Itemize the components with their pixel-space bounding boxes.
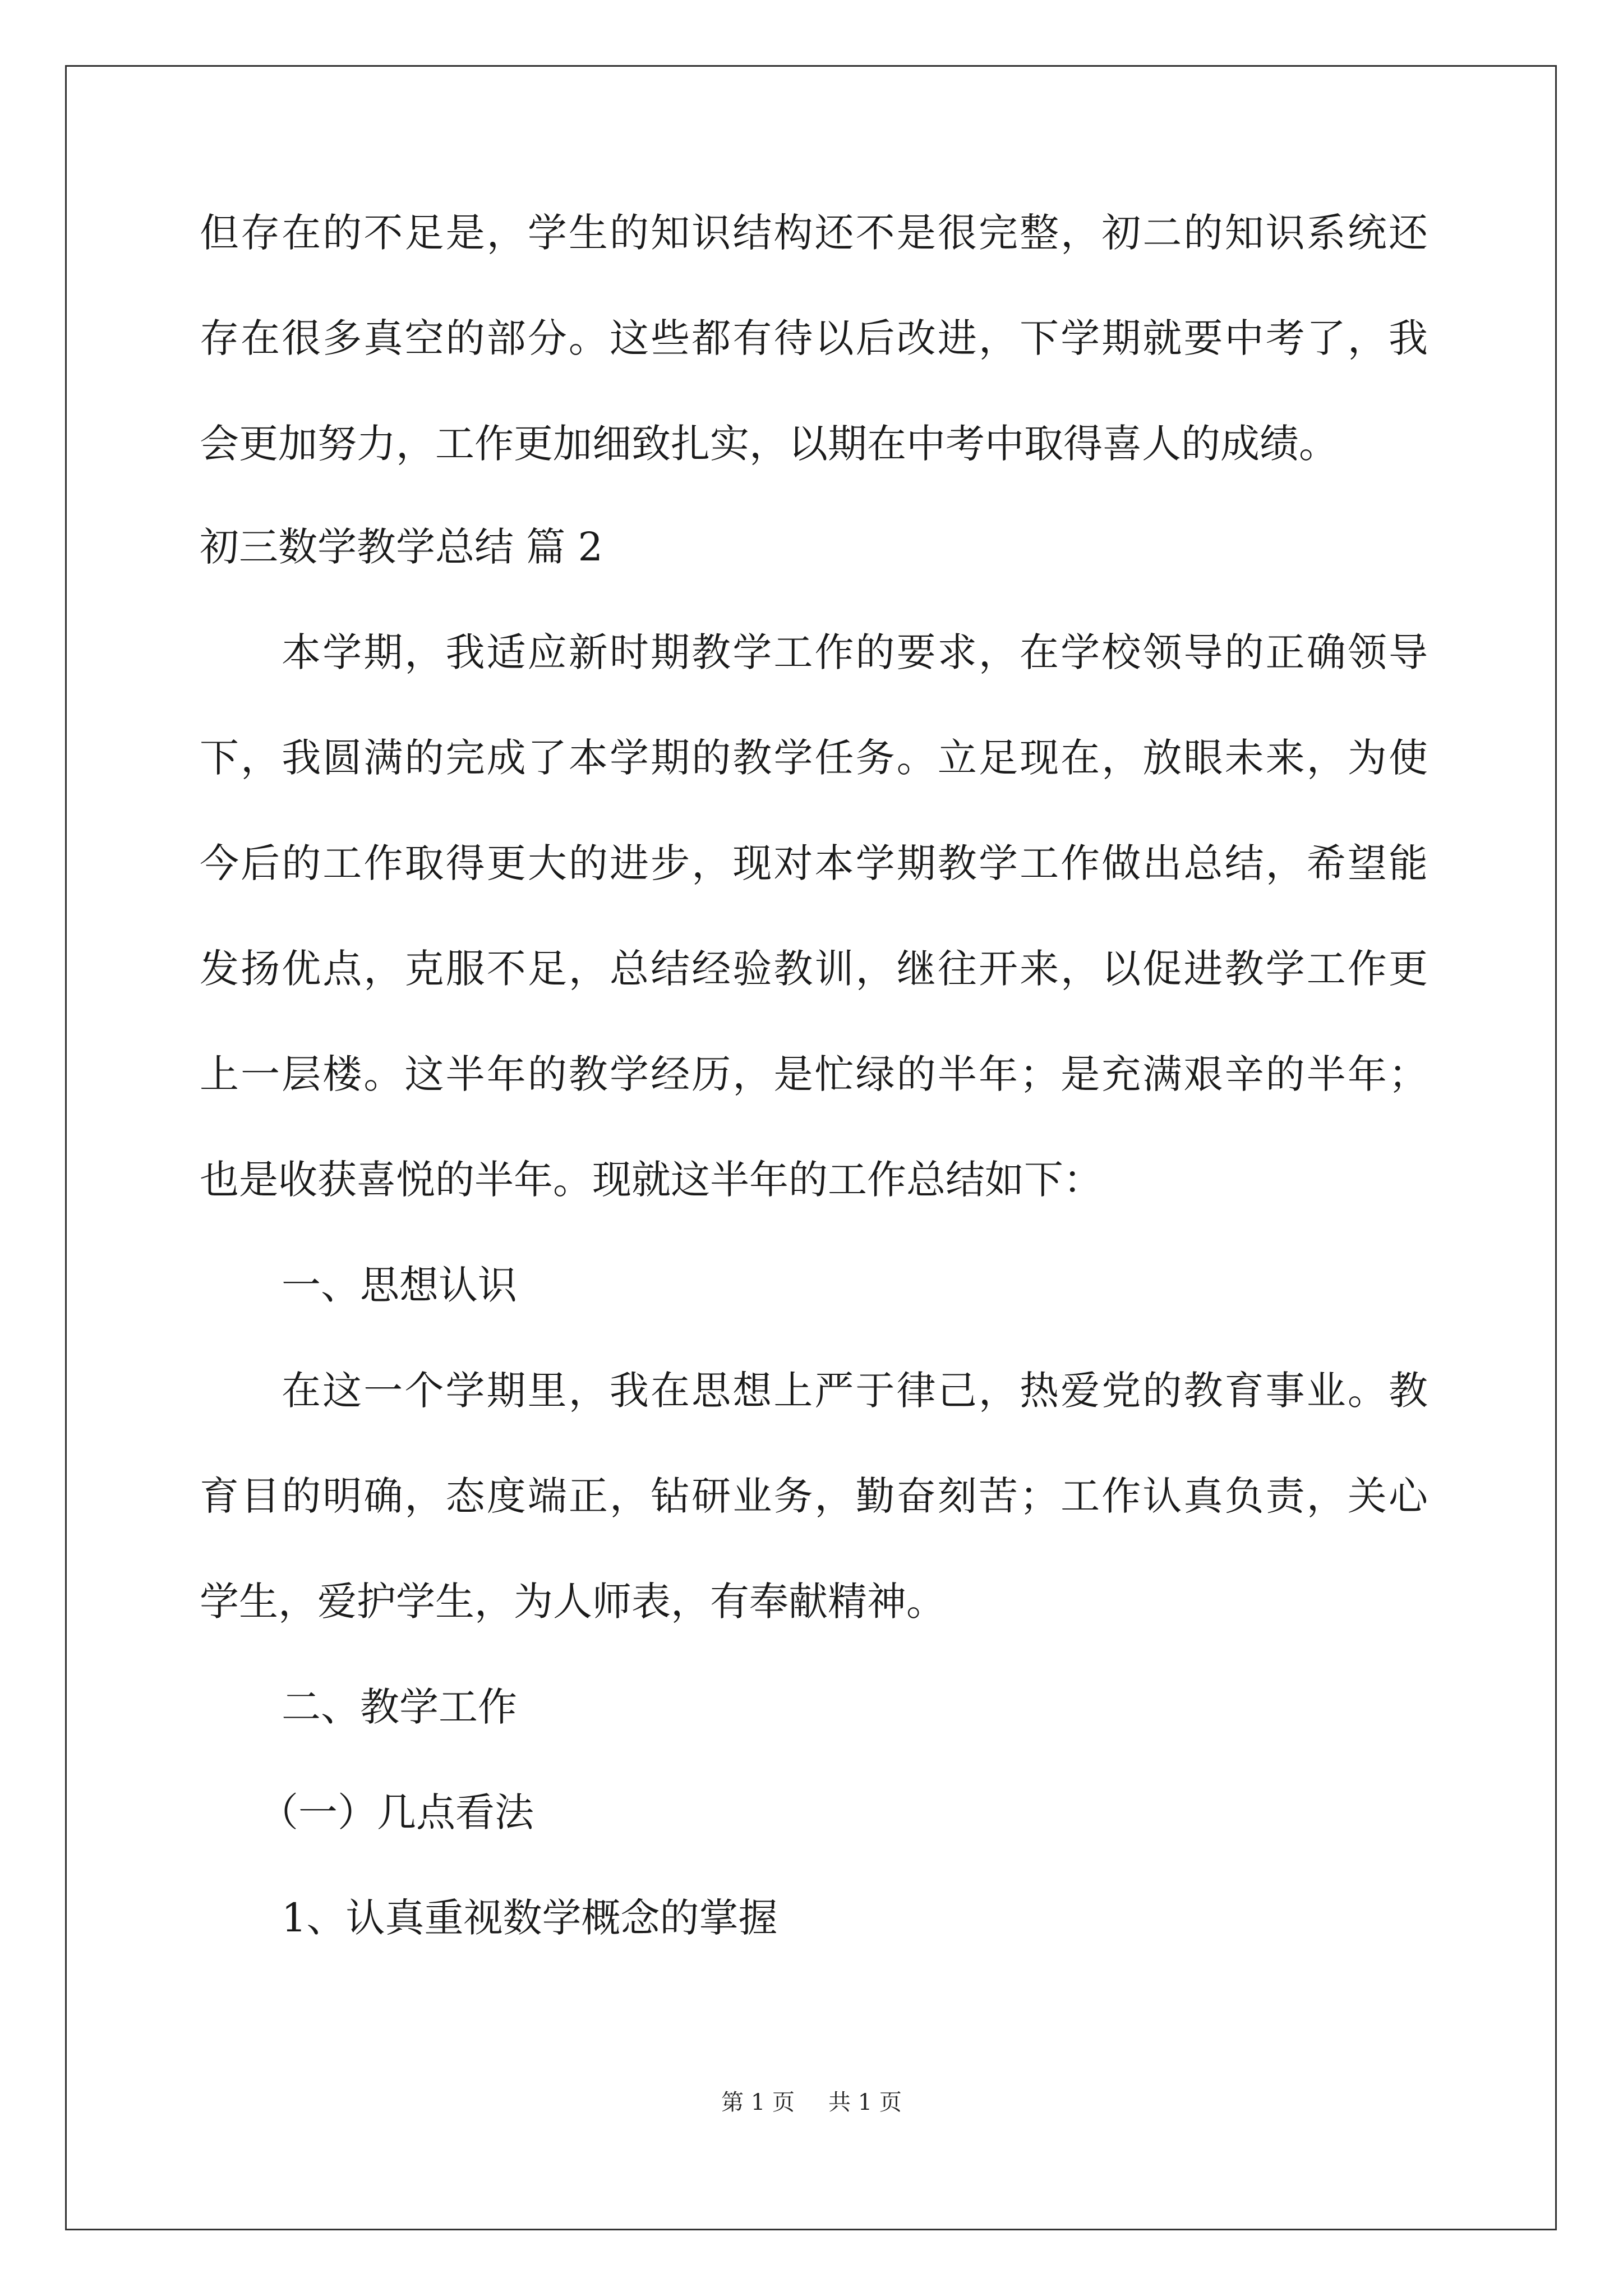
paragraph-line: 也是收获喜悦的半年。现就这半年的工作总结如下： (200, 1157, 1103, 1203)
paragraph-line: 下，我圆满的完成了本学期的教学任务。立足现在，放眼未来，为使 (200, 735, 1428, 781)
paragraph-line: 上一层楼。这半年的教学经历，是忙绿的半年；是充满艰辛的半年； (200, 1051, 1428, 1097)
section-heading: 初三数学教学总结 篇 2 (200, 524, 603, 570)
paragraph-line: 学生，爱护学生，为人师表，有奉献精神。 (200, 1579, 946, 1625)
page-number: 第 1 页 (721, 2090, 795, 2115)
list-item: 1、认真重视数学概念的掌握 (282, 1895, 778, 1941)
paragraph-line: 存在很多真空的部分。这些都有待以后改进，下学期就要中考了，我 (200, 315, 1428, 361)
subsection-heading: 二、教学工作 (282, 1684, 517, 1730)
paragraph-line: 发扬优点，克服不足，总结经验教训，继往开来，以促进教学工作更 (200, 946, 1428, 992)
paragraph-line: 但存在的不足是，学生的知识结构还不是很完整，初二的知识系统还 (200, 210, 1428, 256)
paragraph-line: 今后的工作取得更大的进步，现对本学期教学工作做出总结，希望能 (200, 840, 1428, 886)
paragraph-line: 会更加努力，工作更加细致扎实，以期在中考中取得喜人的成绩。 (200, 421, 1338, 467)
subsection-heading: 一、思想认识 (282, 1262, 517, 1308)
page-footer (0, 2086, 1623, 2119)
subsection-heading: （一）几点看法 (259, 1789, 534, 1835)
paragraph-line: 本学期，我适应新时期教学工作的要求，在学校领导的正确领导 (282, 629, 1428, 675)
paragraph-line: 育目的明确，态度端正，钻研业务，勤奋刻苦；工作认真负责，关心 (200, 1473, 1428, 1519)
page-total: 共 1 页 (828, 2090, 902, 2115)
paragraph-line: 在这一个学期里，我在思想上严于律己，热爱党的教育事业。教 (282, 1368, 1428, 1414)
